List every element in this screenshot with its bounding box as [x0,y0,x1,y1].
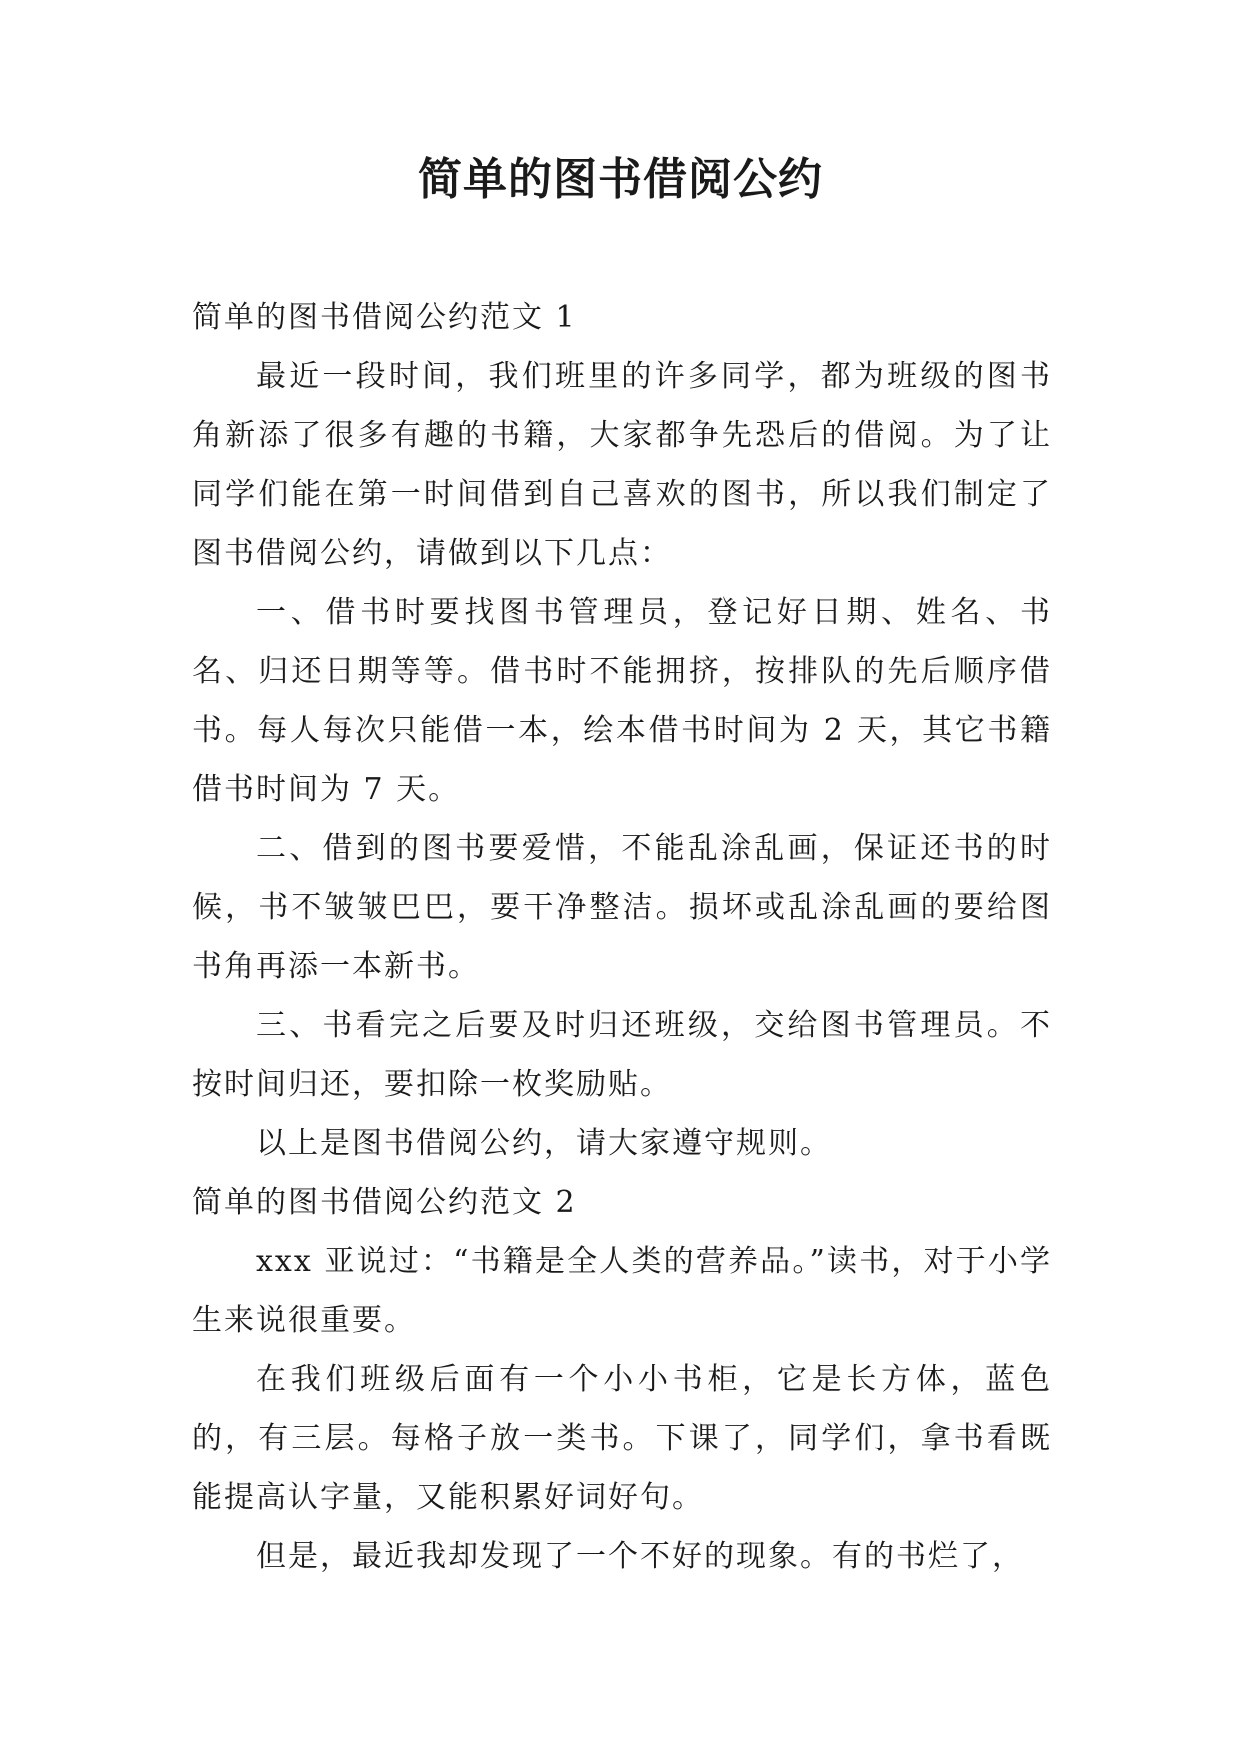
section-heading-2: 简单的图书借阅公约范文 2 [192,1185,577,1220]
paragraph-intro: 最近一段时间，我们班里的许多同学，都为班级的图书角新添了很多有趣的书籍，大家都争先恐后的借阅。为了让同学们能在第一时间借到自己喜欢的图书，所以我们制定了图书借阅公约，请做到以下几点： [192,359,1052,571]
paragraph-rule-2: 二、借到的图书要爱惜，不能乱涂乱画，保证还书的时候，书不皱皱巴巴，要干净整洁。损坏或乱涂乱画的要给图书角再添一本新书。 [192,831,1052,984]
paragraph-rule-1: 一、借书时要找图书管理员，登记好日期、姓名、书名、归还日期等等。借书时不能拥挤，按排队的先后顺序借书。每人每次只能借一本，绘本借书时间为 2 天，其它书籍借书时间为 7 天。 [192,595,1052,807]
paragraph-bookcase: 在我们班级后面有一个小小书柜，它是长方体，蓝色的，有三层。每格子放一类书。下课了，同学们，拿书看既能提高认字量，又能积累好词好句。 [192,1362,1052,1515]
paragraph-conclusion: 以上是图书借阅公约，请大家遵守规则。 [256,1126,832,1161]
section-heading-1: 简单的图书借阅公约范文 1 [192,300,577,335]
document-title: 简单的图书借阅公约 [418,154,823,205]
document-body [192,288,1052,1586]
paragraph-rule-3: 三、书看完之后要及时归还班级，交给图书管理员。不按时间归还，要扣除一枚奖励贴。 [192,1008,1052,1102]
paragraph-problem: 但是，最近我却发现了一个不好的现象。有的书烂了， [256,1539,1024,1574]
paragraph-quote: xxx 亚说过：“书籍是全人类的营养品。”读书，对于小学生来说很重要。 [192,1244,1052,1338]
